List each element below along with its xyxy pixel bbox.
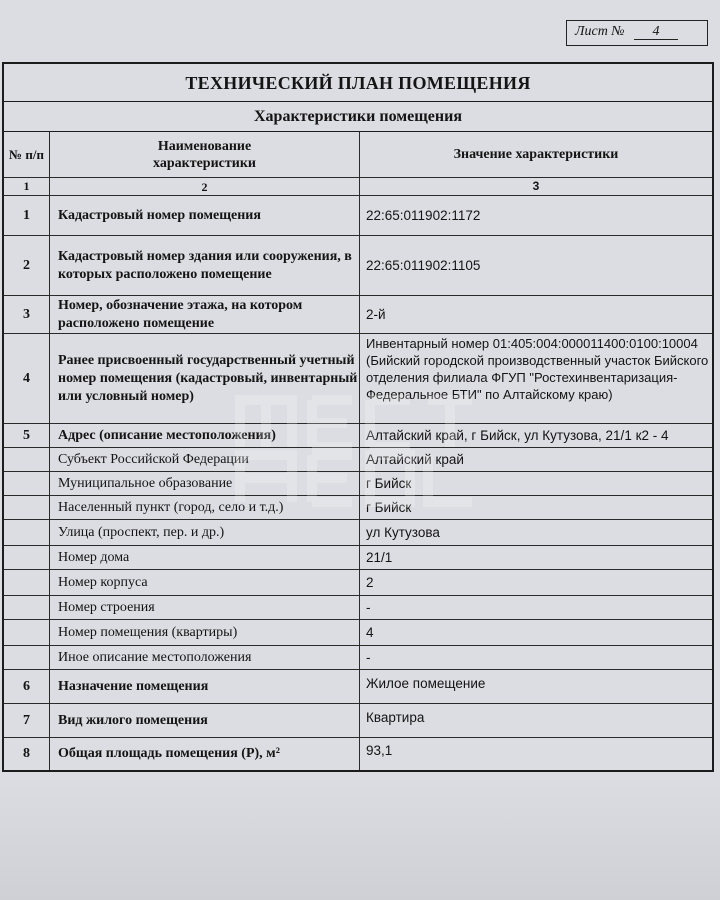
document-title: ТЕХНИЧЕСКИЙ ПЛАН ПОМЕЩЕНИЯ [4,64,712,102]
table-row [4,670,712,704]
row-value: 2 [366,575,374,590]
row-name: Номер помещения (квартиры) [50,620,360,645]
table-row [4,236,712,296]
table-row [4,620,712,646]
row-name: Адрес (описание местоположения) [50,424,360,447]
table-row [4,546,712,570]
row-name: Кадастровый номер здания или сооружения, в которых расположено помещение [50,236,360,295]
row-value: 93,1 [366,743,393,758]
table-row [4,520,712,546]
row-number [4,620,50,645]
section-title: Характеристики помещения [4,102,712,132]
row-name: Вид жилого помещения [50,704,360,737]
row-value: 22:65:011902:1172 [366,208,481,223]
table-colnum-row [4,178,712,196]
row-value: 2-й [366,307,386,322]
sheet-label: Лист № [575,24,625,39]
row-value: Алтайский край, г Бийск, ул Кутузова, 21/1 к2 - 4 [366,428,669,443]
row-number [4,646,50,669]
row-name: Ранее присвоенный государственный учетный номер помещения (кадастровый, инвентарный или условный номер) [50,334,360,423]
row-number [4,496,50,519]
row-name: Населенный пункт (город, село и т.д.) [50,496,360,519]
table-row [4,334,712,424]
row-number [4,596,50,619]
table-row [4,472,712,496]
row-number: 7 [4,704,50,737]
row-number: 2 [4,236,50,295]
row-value: - [366,650,371,665]
table-row [4,704,712,738]
row-value: г Бийск [366,500,412,515]
col-header-name: Наименование характеристики [50,132,360,177]
document-frame [2,62,714,772]
row-value: Квартира [366,710,425,725]
row-number: 4 [4,334,50,423]
row-name: Номер, обозначение этажа, на котором расположено помещение [50,296,360,333]
row-value: ул Кутузова [366,525,440,540]
row-value: Жилое помещение [366,676,486,691]
row-name: Назначение помещения [50,670,360,703]
row-value: 21/1 [366,550,393,565]
row-name: Общая площадь помещения (Р), м² [50,738,360,770]
row-name: Муниципальное образование [50,472,360,495]
row-value: г Бийск [366,476,412,491]
row-number: 1 [4,196,50,235]
row-name: Номер дома [50,546,360,569]
row-name: Иное описание местоположения [50,646,360,669]
row-number [4,546,50,569]
row-number: 6 [4,670,50,703]
sheet-number: 4 [634,25,678,40]
table-row [4,496,712,520]
row-name: Номер строения [50,596,360,619]
row-number [4,448,50,471]
colnum-2: 2 [50,178,360,195]
table-row [4,448,712,472]
col-header-value: Значение характеристики [453,147,619,162]
row-number: 3 [4,296,50,333]
page-blank-area [0,772,720,900]
colnum-3: 3 [532,179,540,193]
row-number: 8 [4,738,50,770]
table-row [4,424,712,448]
table-row [4,738,712,770]
row-value: Алтайский край [366,452,464,467]
row-number [4,520,50,545]
table-header-row [4,132,712,178]
table-row [4,570,712,596]
row-number [4,472,50,495]
row-value: 22:65:011902:1105 [366,258,481,273]
table-row [4,596,712,620]
row-value: - [366,600,371,615]
row-number [4,570,50,595]
row-value: Инвентарный номер 01:405:004:000011400:0100:10004 (Бийский городской производственный участок Бийского отделения филиала ФГУП "Ростехинвентаризация-Федеральное БТИ" по Алтайскому краю) [366,336,709,402]
row-number: 5 [4,424,50,447]
row-value: 4 [366,625,374,640]
row-name: Улица (проспект, пер. и др.) [50,520,360,545]
row-name: Кадастровый номер помещения [50,196,360,235]
table-row [4,296,712,334]
row-name: Субъект Российской Федерации [50,448,360,471]
col-header-num: № п/п [4,132,50,177]
table-row [4,646,712,670]
colnum-1: 1 [4,178,50,195]
row-name: Номер корпуса [50,570,360,595]
sheet-number-box [566,20,708,46]
table-row [4,196,712,236]
